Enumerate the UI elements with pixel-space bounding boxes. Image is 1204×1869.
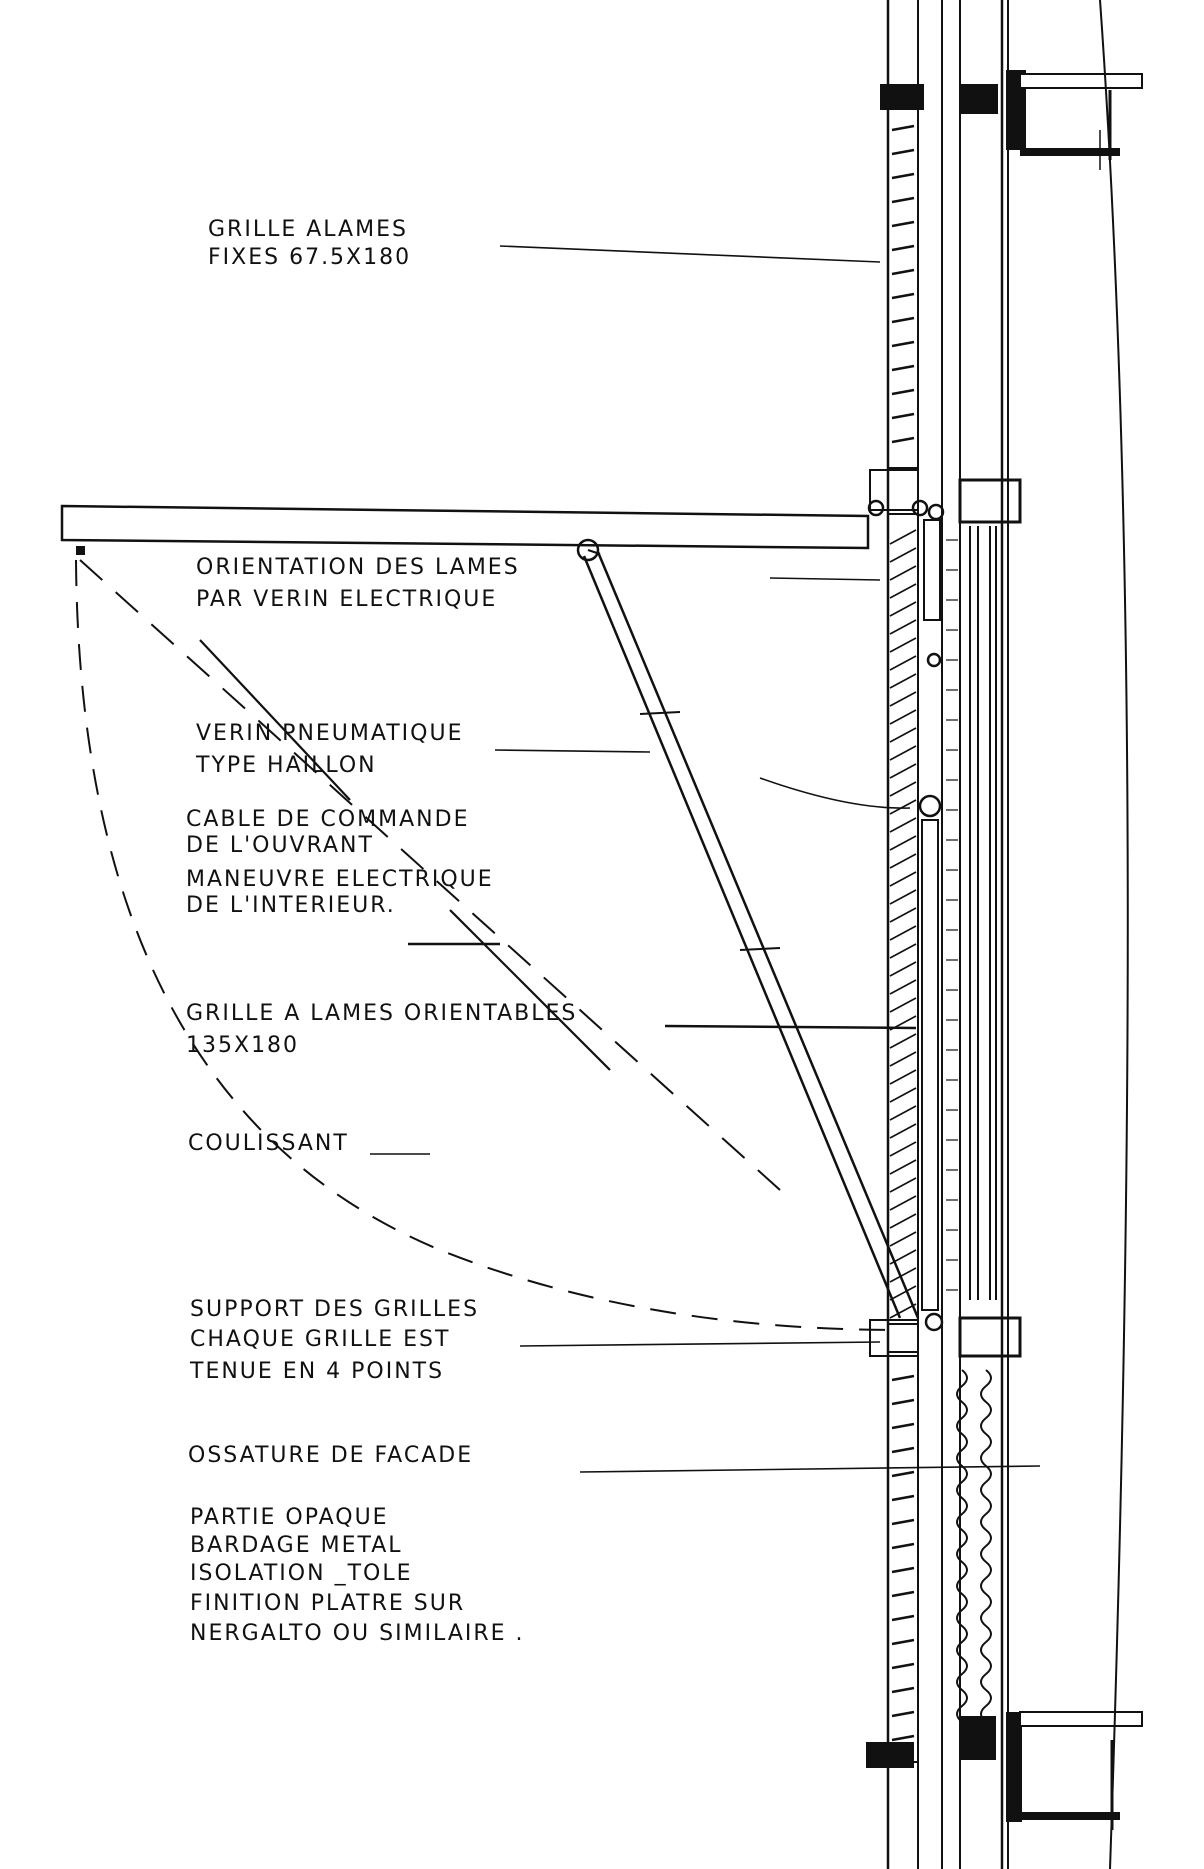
fixed-blade (892, 1640, 914, 1644)
fixed-blade (892, 198, 914, 202)
pneumatic-jack (584, 552, 918, 1318)
annotation-line: PARTIE OPAQUE (190, 1505, 389, 1530)
adjustable-blade-hatch (890, 926, 916, 940)
fixed-blade (892, 1664, 914, 1668)
adjustable-blade-hatch (890, 530, 916, 544)
annotation-line: PAR VERIN ELECTRIQUE (196, 587, 498, 612)
annotation-verin (195, 721, 463, 778)
fixed-blade (892, 246, 914, 250)
adjustable-blade-hatch (890, 818, 916, 832)
fixed-blade (892, 342, 914, 346)
bottom-bracket (1006, 1712, 1022, 1822)
adjustable-blade-hatch (890, 836, 916, 850)
adjustable-blade-hatch (890, 998, 916, 1012)
bottom-bracket (960, 1716, 996, 1760)
adjustable-blade-hatch (890, 944, 916, 958)
adjustable-blade-hatch (890, 1142, 916, 1156)
hinge-point (76, 546, 85, 555)
fixed-blade (892, 318, 914, 322)
annotation-grille-fixes (208, 217, 411, 270)
annotation-support (189, 1297, 479, 1384)
annotation-line: FINITION PLATRE SUR (190, 1591, 466, 1616)
annotation-line: VERIN PNEUMATIQUE (196, 721, 464, 746)
annotation-line: ORIENTATION DES LAMES (196, 555, 520, 580)
adjustable-blade-hatch (890, 620, 916, 634)
adjustable-blade-hatch (890, 908, 916, 922)
transom-box-upper (960, 480, 1020, 522)
adjustable-blade-hatch (890, 566, 916, 580)
annotation-line: CABLE DE COMMANDE (186, 807, 470, 832)
adjustable-blade-hatch (890, 1106, 916, 1120)
adjustable-blade-hatch (890, 1088, 916, 1102)
adjustable-blade-hatch (890, 782, 916, 796)
annotation-line: MANEUVRE ELECTRIQUE (186, 867, 494, 892)
fixed-blade (892, 1448, 914, 1452)
fixed-blade (892, 366, 914, 370)
fixed-blade (892, 1568, 914, 1572)
leader-lines (370, 246, 1040, 1472)
top-slab (1020, 74, 1142, 88)
fixed-blade (892, 414, 914, 418)
fixed-blade (892, 150, 914, 154)
adjustable-blade-hatch (890, 1250, 916, 1264)
adjustable-blade-hatch (890, 746, 916, 760)
annotation-grille-orientables (186, 1001, 577, 1058)
annotation-line: GRILLE A LAMES ORIENTABLES (186, 1001, 578, 1026)
adjustable-blade-hatch (890, 584, 916, 598)
fixed-blade (892, 438, 914, 442)
adjustable-blade-hatch (890, 1232, 916, 1246)
annotation-orientation (196, 555, 520, 612)
annotation-line: COULISSANT (188, 1131, 349, 1156)
annotation-line: CHAQUE GRILLE EST (190, 1327, 451, 1352)
annotation-line: DE L'OUVRANT (186, 833, 374, 858)
bracket-upper (870, 470, 918, 510)
adjustable-blade-hatch (890, 674, 916, 688)
cable-housing (922, 820, 938, 1310)
bracket-lower (870, 1320, 918, 1356)
fixed-blade (892, 294, 914, 298)
annotation-line: OSSATURE DE FACADE (188, 1443, 474, 1468)
fixed-blade (892, 222, 914, 226)
bottom-slab (1020, 1712, 1142, 1726)
adjustable-blade-hatch (890, 872, 916, 886)
adjustable-blade-hatch (890, 602, 916, 616)
fixed-blade (892, 1496, 914, 1500)
fixed-blade (892, 1688, 914, 1692)
fixed-blade (892, 1544, 914, 1548)
adjustable-blade-hatch (890, 692, 916, 706)
top-bracket (880, 84, 924, 110)
adjustable-blade-hatch (890, 962, 916, 976)
annotation-line: SUPPORT DES GRILLES (190, 1297, 480, 1322)
fixed-blade (892, 174, 914, 178)
adjustable-blade-hatch (890, 854, 916, 868)
adjustable-blade-hatch (890, 1124, 916, 1138)
adjustable-blade-hatch (890, 1052, 916, 1066)
fixed-blade (892, 1616, 914, 1620)
fixed-blade (892, 1400, 914, 1404)
fixed-blade (892, 1472, 914, 1476)
adjustable-blade-hatch (890, 1196, 916, 1210)
fixed-blade (892, 1592, 914, 1596)
fixed-blade (892, 1712, 914, 1716)
adjustable-blade-hatch (890, 638, 916, 652)
facade-section (866, 0, 1142, 1869)
adjustable-blade-hatch (890, 1178, 916, 1192)
annotation-coulissant (188, 1131, 349, 1156)
louvre-panel-open (62, 506, 868, 560)
annotation-line: NERGALTO OU SIMILAIRE . (190, 1621, 525, 1646)
bottom-bracket (866, 1742, 914, 1768)
fixed-blade (892, 1424, 914, 1428)
adjustable-blade-hatch (890, 1214, 916, 1228)
annotation-line: ISOLATION _TOLE (190, 1561, 413, 1586)
louvre-blade-ticks (890, 126, 958, 1740)
annotation-line: GRILLE ALAMES (208, 217, 408, 242)
fixed-blade (892, 1520, 914, 1524)
adjustable-blade-hatch (890, 656, 916, 670)
adjustable-blade-hatch (890, 1034, 916, 1048)
annotation-ossature (188, 1443, 473, 1468)
adjustable-blade-hatch (890, 1286, 916, 1300)
adjustable-blade-hatch (890, 1070, 916, 1084)
adjustable-blade-hatch (890, 1160, 916, 1174)
adjustable-blade-hatch (890, 980, 916, 994)
electric-jack (924, 520, 940, 620)
adjustable-blade-hatch (890, 800, 916, 814)
adjustable-blade-hatch (890, 728, 916, 742)
fixed-blade (892, 270, 914, 274)
fixed-blade (892, 1736, 914, 1740)
fixed-blade (892, 126, 914, 130)
adjustable-blade-hatch (890, 764, 916, 778)
annotation-line: FIXES 67.5x180 (208, 245, 412, 270)
annotation-line: TYPE HAILLON (196, 753, 377, 778)
fixed-blade (892, 390, 914, 394)
annotation-line: 135x180 (186, 1033, 300, 1058)
adjustable-blade-hatch (890, 710, 916, 724)
annotation-line: DE L'INTERIEUR. (186, 893, 396, 918)
annotation-partie-opaque (190, 1505, 525, 1646)
adjustable-blade-hatch (890, 548, 916, 562)
fixed-blade (892, 1376, 914, 1380)
top-bracket (960, 84, 998, 114)
transom-box-lower (960, 1318, 1020, 1356)
adjustable-blade-hatch (890, 890, 916, 904)
annotation-line: BARDAGE METAL (190, 1533, 403, 1558)
annotation-line: TENUE EN 4 POINTS (190, 1359, 445, 1384)
annotation-cable (186, 807, 494, 918)
fixed-louvre-strip-bottom (888, 1352, 918, 1762)
